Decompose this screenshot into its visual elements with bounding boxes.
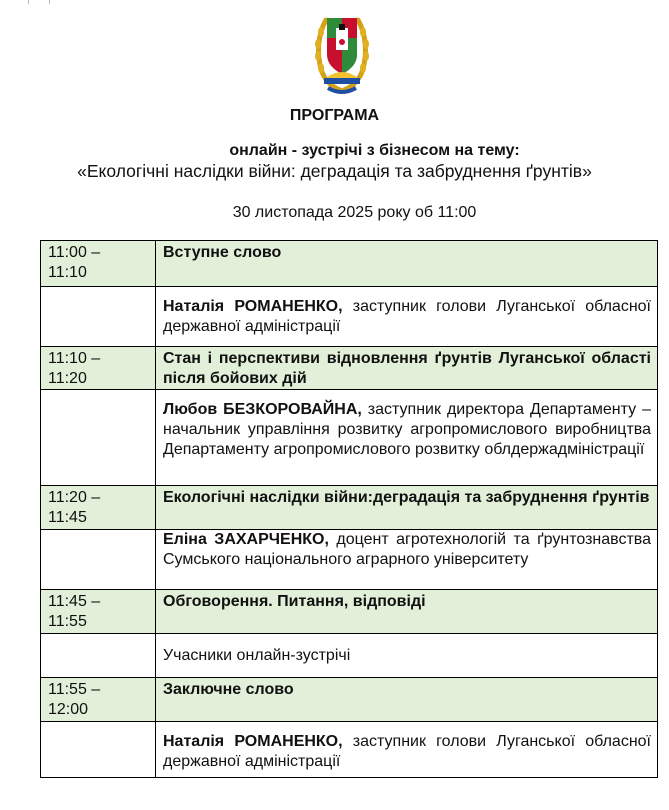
speaker-cell (156, 390, 658, 486)
page-corner-mark (28, 0, 50, 4)
luhansk-oblast-coat-of-arms-icon (312, 12, 372, 98)
speaker-row (41, 634, 658, 678)
speaker-row (41, 530, 658, 590)
speaker-name: Наталія РОМАНЕНКО, (163, 298, 343, 315)
time-end: 11:45 (48, 509, 87, 526)
session-row (41, 590, 658, 634)
session-row (41, 486, 658, 530)
empty-time-cell (41, 722, 156, 778)
session-title: Вступне слово (156, 241, 658, 287)
speaker-row (41, 722, 658, 778)
time-cell (41, 241, 156, 287)
empty-time-cell (41, 530, 156, 590)
speaker-name: Любов БЕЗКОРОВАЙНА, (163, 401, 362, 418)
time-end: 12:00 (48, 701, 89, 718)
speaker-name: Наталія РОМАНЕНКО, (163, 733, 343, 750)
program-table (40, 240, 658, 778)
time-start: 11:55 – (48, 681, 101, 698)
session-row (41, 678, 658, 722)
time-cell (41, 347, 156, 390)
time-end: 11:55 (48, 613, 87, 630)
time-start: 11:20 – (48, 489, 101, 506)
speaker-cell (156, 530, 658, 590)
empty-time-cell (41, 390, 156, 486)
empty-time-cell (41, 287, 156, 347)
time-cell (41, 678, 156, 722)
page-title: ПРОГРАМА (289, 107, 380, 124)
session-row (41, 347, 658, 390)
session-title: Стан і перспективи відновлення ґрунтів Луганської області після бойових дій (156, 347, 658, 390)
speaker-role: доцент агротехнологій та ґрунтознавства Сумського національного аграрного університету (163, 531, 652, 568)
time-end: 11:20 (48, 370, 87, 387)
participants-cell: Учасники онлайн-зустрічі (156, 634, 658, 678)
time-end: 11:10 (48, 264, 87, 281)
session-title: Обговорення. Питання, відповіді (156, 590, 658, 634)
speaker-role: заступник директора Департаменту – начальник управління розвитку агропромислового виробництва Департаменту агропромислового розвитку облдержадміністрації (163, 401, 652, 458)
session-title: Екологічні наслідки війни:деградація та забруднення ґрунтів (156, 486, 658, 530)
session-title: Заключне слово (156, 678, 658, 722)
time-cell (41, 486, 156, 530)
time-start: 11:45 – (48, 593, 101, 610)
meeting-date: 30 листопада 2025 року об 11:00 (232, 204, 477, 221)
speaker-cell (156, 722, 658, 778)
speaker-name: Еліна ЗАХАРЧЕНКО, (163, 531, 329, 548)
speaker-cell (156, 287, 658, 347)
meeting-topic: «Екологічні наслідки війни: деградація та забруднення ґрунтів» (77, 161, 592, 181)
time-start: 11:00 – (48, 244, 101, 261)
session-row (41, 241, 658, 287)
speaker-row (41, 390, 658, 486)
time-start: 11:10 – (48, 350, 101, 367)
empty-time-cell (41, 634, 156, 678)
speaker-role: заступник голови Луганської обласної державної адміністрації (163, 298, 651, 335)
speaker-row (41, 287, 658, 347)
time-cell (41, 590, 156, 634)
speaker-role: заступник голови Луганської обласної державної адміністрації (163, 733, 651, 770)
page-subtitle: онлайн - зустрічі з бізнесом на тему: (229, 142, 520, 159)
